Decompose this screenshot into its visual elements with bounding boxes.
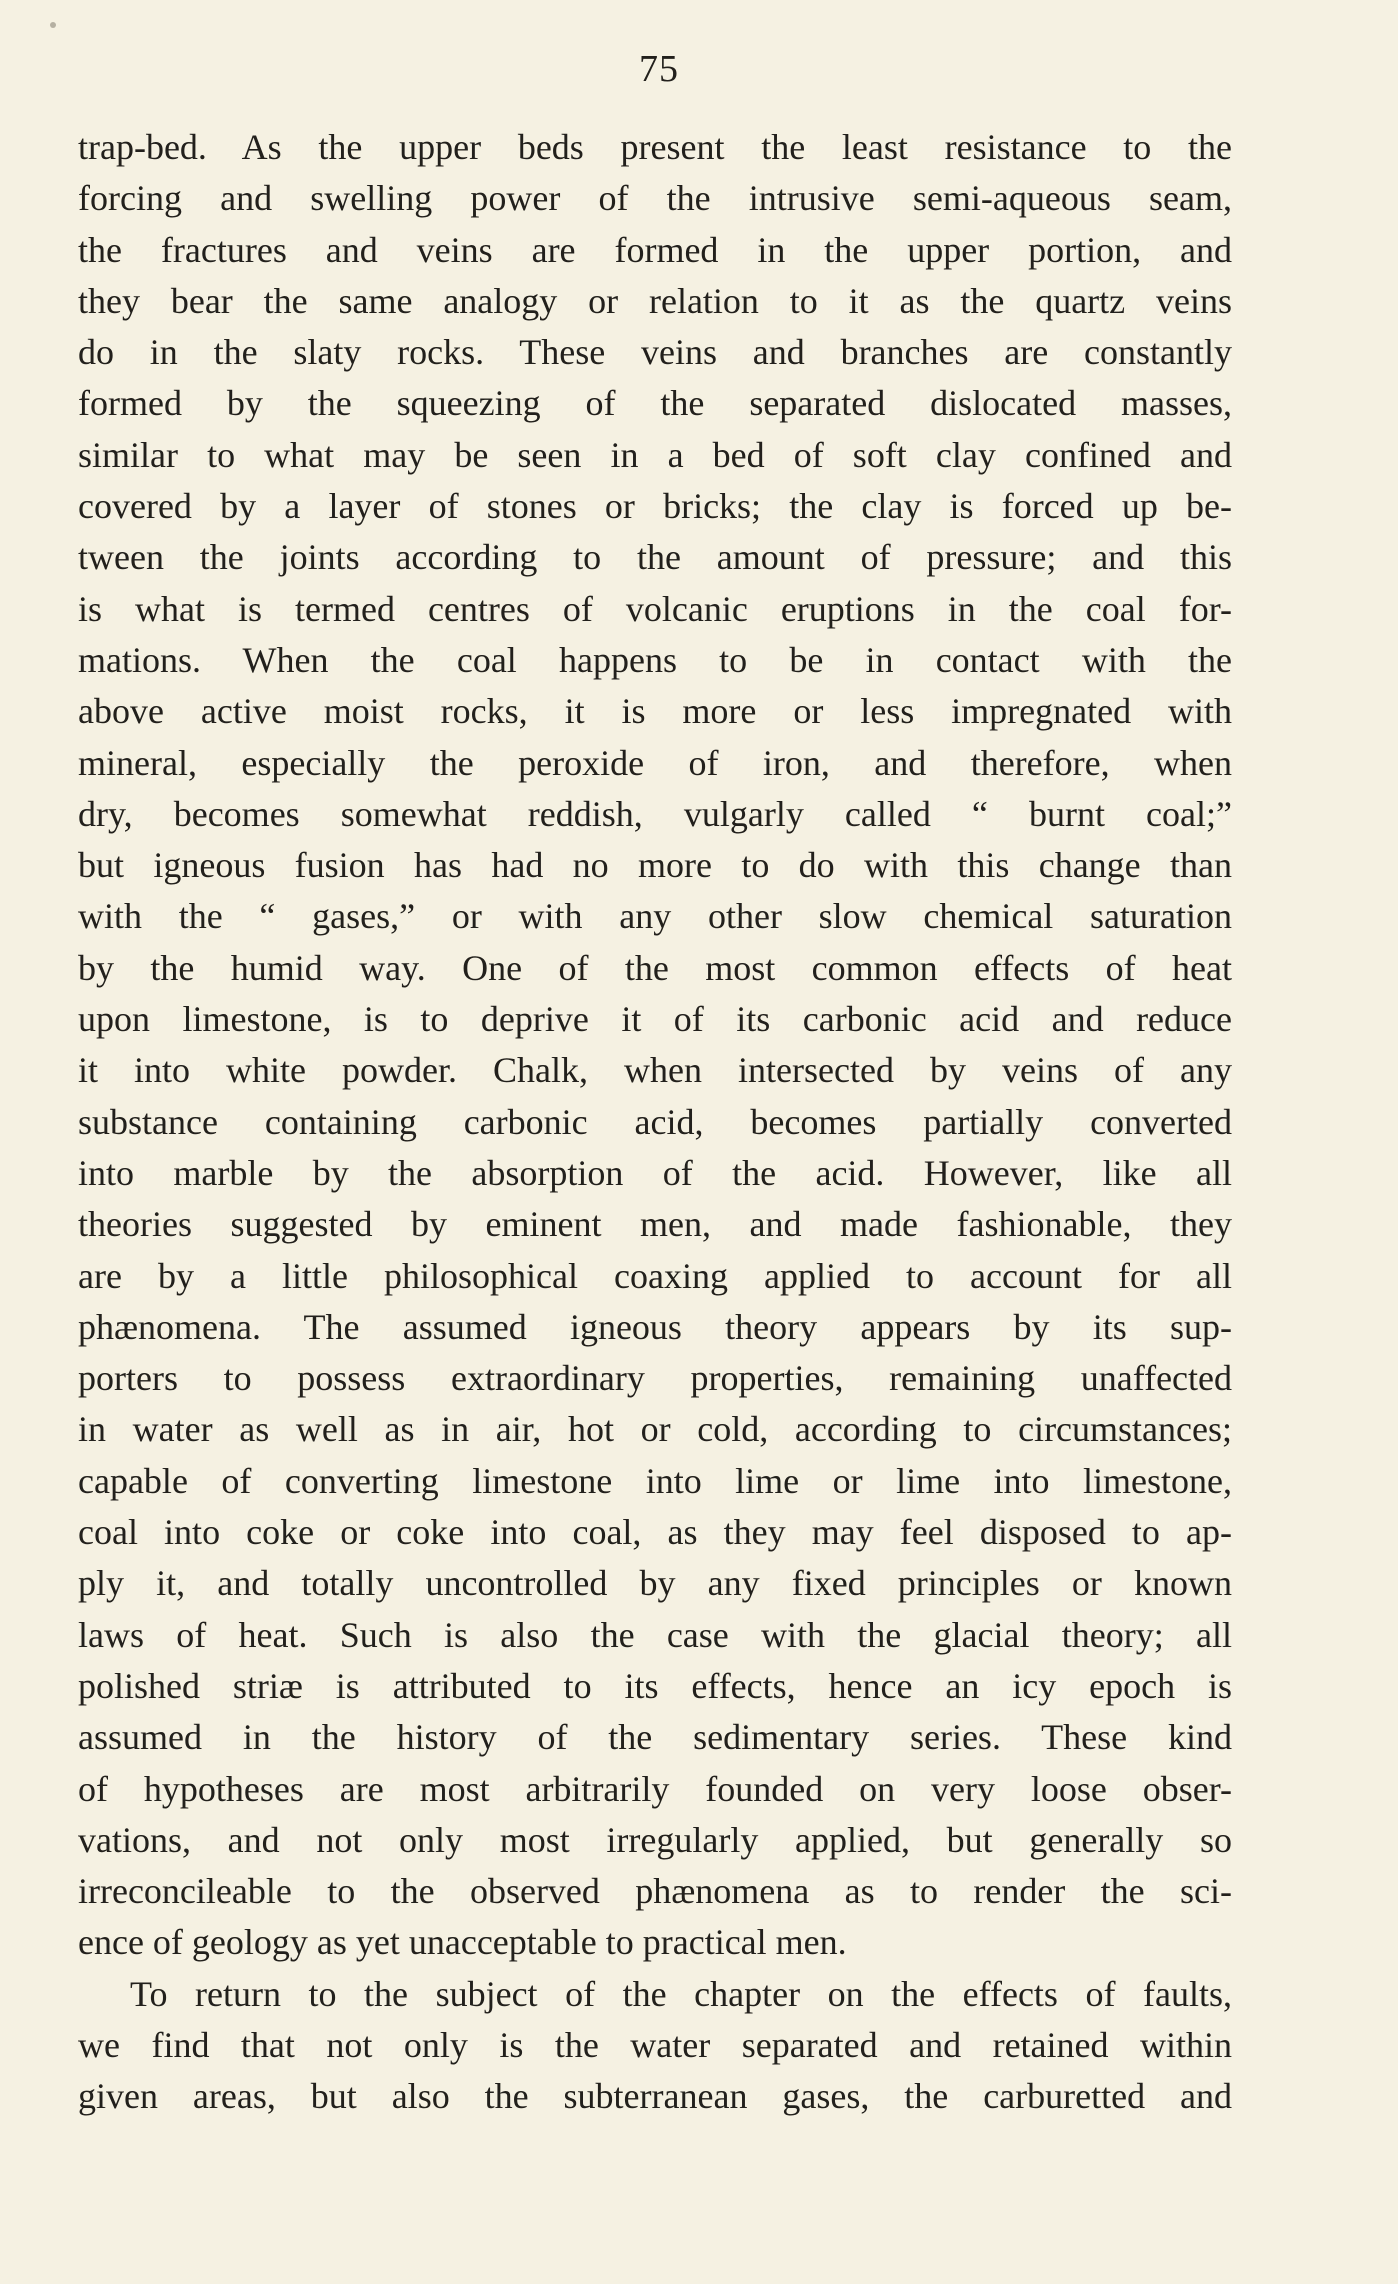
paragraph-1	[78, 122, 1232, 1969]
text-line: above active moist rocks, it is more or less impregnated with	[78, 691, 1232, 732]
text-line: it into white powder. Chalk, when intersected by veins of any	[78, 1050, 1232, 1091]
text-line: ply it, and totally uncontrolled by any fixed principles or known	[78, 1563, 1232, 1604]
text-line: the fractures and veins are formed in the upper portion, and	[78, 229, 1232, 270]
text-line: do in the slaty rocks. These veins and branches are constantly	[78, 332, 1232, 373]
text-line: trap-bed. As the upper beds present the least resistance to the	[78, 127, 1232, 167]
text-line: forcing and swelling power of the intrusive semi-aqueous seam,	[78, 178, 1232, 219]
text-line: upon limestone, is to deprive it of its carbonic acid and reduce	[78, 999, 1232, 1040]
text-line: mations. When the coal happens to be in contact with the	[78, 639, 1232, 680]
page-number: 75	[639, 48, 679, 90]
text-line: dry, becomes somewhat reddish, vulgarly called “ burnt coal;”	[78, 793, 1232, 834]
text-line: they bear the same analogy or relation to it as the quartz veins	[78, 280, 1232, 321]
text-line: with the “ gases,” or with any other slow chemical saturation	[78, 896, 1232, 937]
text-line: mineral, especially the peroxide of iron, and therefore, when	[78, 742, 1232, 783]
text-line: phænomena. The assumed igneous theory appears by its sup-	[78, 1306, 1232, 1347]
text-line: in water as well as in air, hot or cold, according to circumstances;	[78, 1409, 1232, 1450]
text-line: laws of heat. Such is also the case with the glacial theory; all	[78, 1614, 1232, 1655]
text-line: by the humid way. One of the most common effects of heat	[78, 947, 1232, 988]
text-line: coal into coke or coke into coal, as they may feel disposed to ap-	[78, 1512, 1232, 1553]
text-line: into marble by the absorption of the acid. However, like all	[78, 1152, 1232, 1193]
text-line: theories suggested by eminent men, and made fashionable, they	[78, 1204, 1232, 1245]
body-text	[78, 122, 1232, 2123]
text-line: similar to what may be seen in a bed of soft clay confined and	[78, 434, 1232, 475]
text-line: polished striæ is attributed to its effects, hence an icy epoch is	[78, 1665, 1232, 1706]
text-line: irreconcileable to the observed phænomena as to render the sci-	[78, 1871, 1232, 1912]
text-line: of hypotheses are most arbitrarily founded on very loose obser-	[78, 1768, 1232, 1809]
text-line: is what is termed centres of volcanic eruptions in the coal for-	[78, 588, 1232, 629]
text-line: porters to possess extraordinary properties, remaining unaffected	[78, 1358, 1232, 1399]
text-line: substance containing carbonic acid, becomes partially converted	[78, 1101, 1232, 1142]
text-line: assumed in the history of the sedimentary series. These kind	[78, 1717, 1232, 1758]
text-line: capable of converting limestone into lime or lime into limestone,	[78, 1460, 1232, 1501]
page-blemish	[50, 22, 56, 28]
text-line: are by a little philosophical coaxing applied to account for all	[78, 1255, 1232, 1296]
paragraph-2	[78, 1969, 1232, 2123]
text-line: but igneous fusion has had no more to do with this change than	[78, 845, 1232, 886]
text-line: covered by a layer of stones or bricks; the clay is forced up be-	[78, 486, 1232, 527]
text-line: To return to the subject of the chapter on the effects of faults,	[130, 1973, 1232, 2014]
text-line: formed by the squeezing of the separated dislocated masses,	[78, 383, 1232, 424]
text-line: given areas, but also the subterranean gases, the carburetted and	[78, 2076, 1232, 2117]
text-line: tween the joints according to the amount of pressure; and this	[78, 537, 1232, 578]
text-line: ence of geology as yet unacceptable to practical men.	[78, 1922, 847, 1963]
text-line: vations, and not only most irregularly applied, but generally so	[78, 1819, 1232, 1860]
text-line: we find that not only is the water separated and retained within	[78, 2024, 1232, 2065]
